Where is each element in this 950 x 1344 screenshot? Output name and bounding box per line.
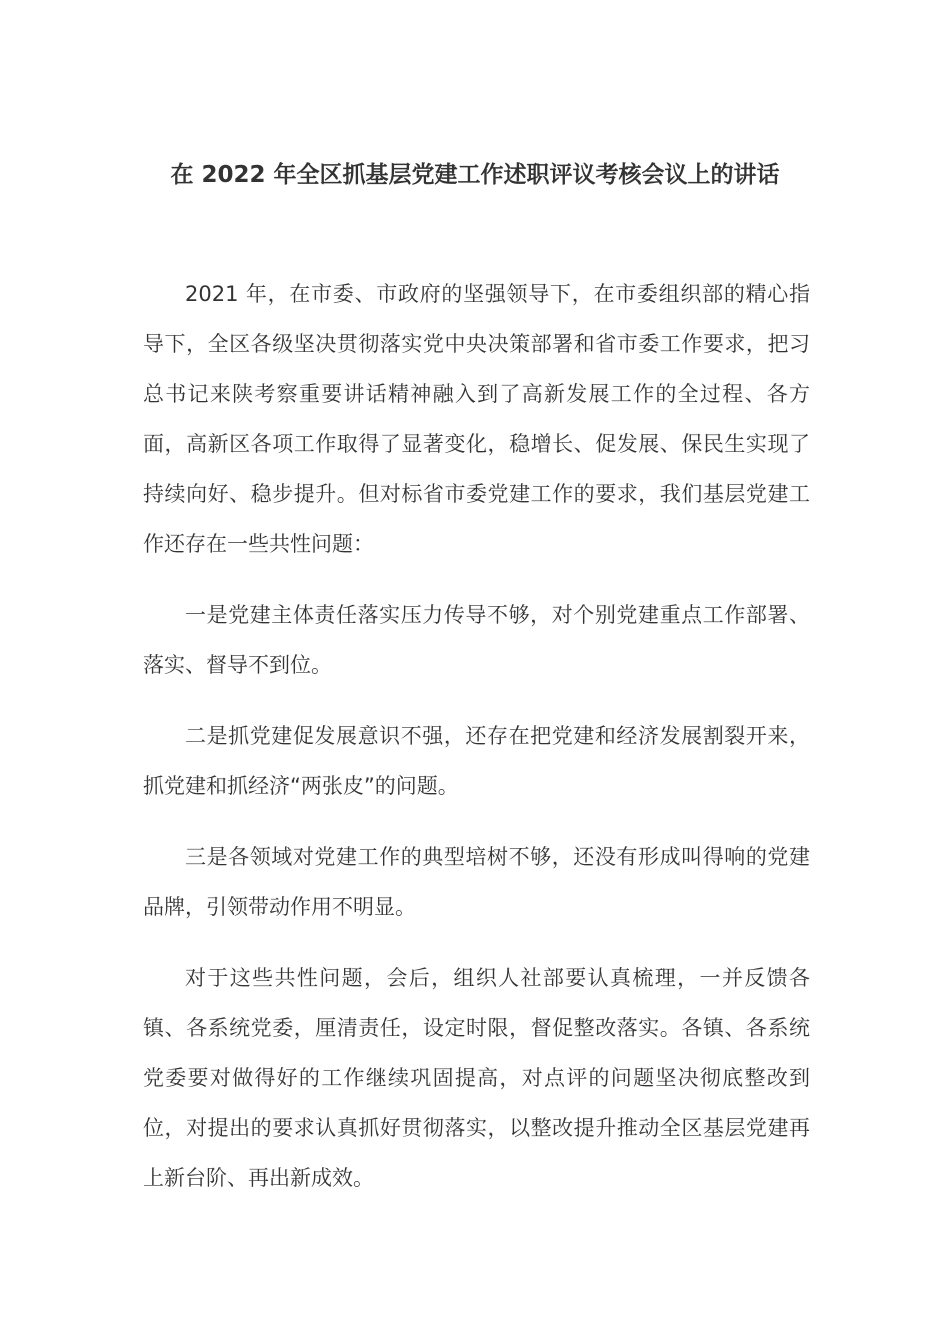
- document-body: [143, 269, 810, 1224]
- paragraph-conclusion: 对于这些共性问题，会后，组织人社部要认真梳理，一并反馈各镇、各系统党委，厘清责任，设定时限，督促整改落实。各镇、各系统党委要对做得好的工作继续巩固提高，对点评的问题坚决彻底整改到位，对提出的要求认真抓好贯彻落实，以整改提升推动全区基层党建再上新台阶、再出新成效。: [143, 966, 810, 1190]
- document-title: 在 2022 年全区抓基层党建工作述职评议考核会议上的讲话: [170, 162, 780, 188]
- paragraph-problem-three: 三是各领域对党建工作的典型培树不够，还没有形成叫得响的党建品牌，引领带动作用不明显。: [143, 845, 810, 919]
- paragraph-intro: 2021 年，在市委、市政府的坚强领导下，在市委组织部的精心指导下，全区各级坚决贯彻落实党中央决策部署和省市委工作要求，把习总书记来陕考察重要讲话精神融入到了高新发展工作的全过程、各方面，高新区各项工作取得了显著变化，稳增长、促发展、保民生实现了持续向好、稳步提升。但对标省市委党建工作的要求，我们基层党建工作还存在一些共性问题：: [143, 282, 810, 556]
- paragraph-problem-one: 一是党建主体责任落实压力传导不够，对个别党建重点工作部署、落实、督导不到位。: [143, 603, 810, 677]
- paragraph-problem-two: 二是抓党建促发展意识不强，还存在把党建和经济发展割裂开来，抓党建和抓经济“两张皮”的问题。: [143, 724, 810, 798]
